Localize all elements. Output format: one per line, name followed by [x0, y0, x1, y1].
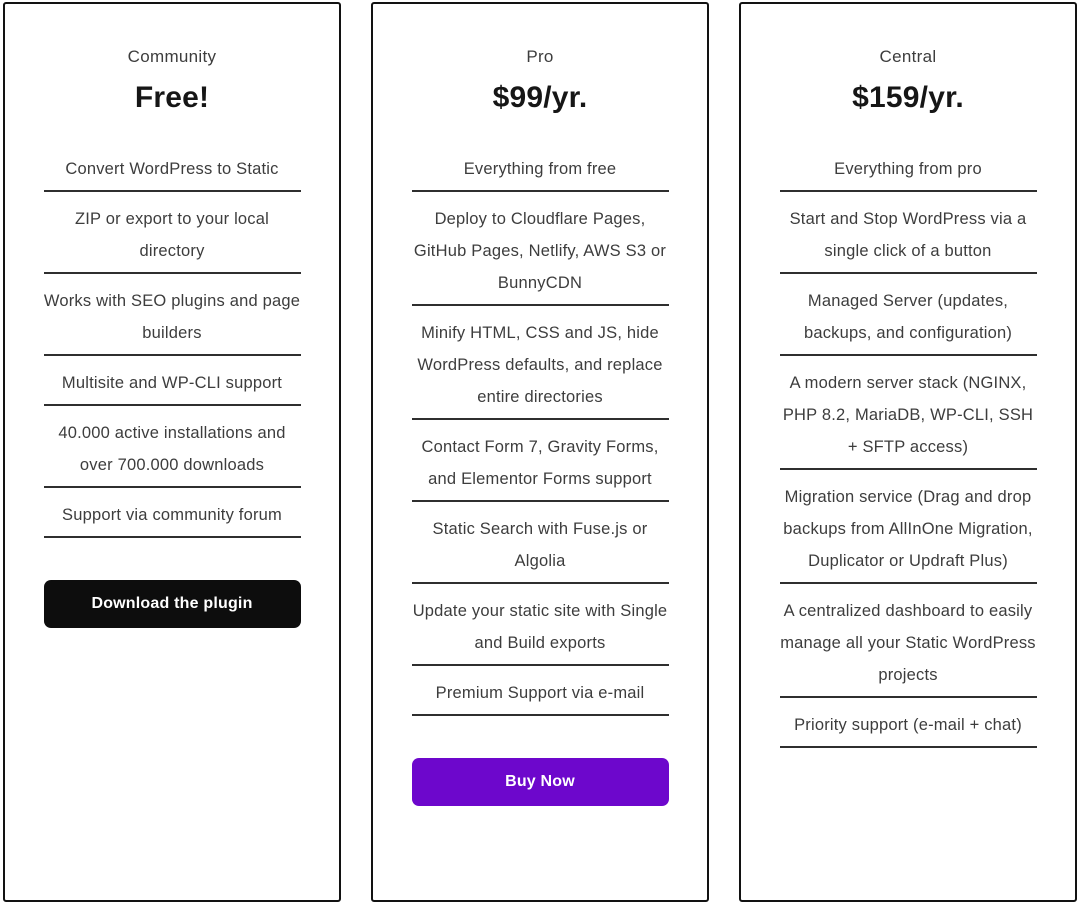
- feature-item: Priority support (e-mail + chat): [780, 698, 1037, 748]
- feature-item: Deploy to Cloudflare Pages, GitHub Pages, Netlify, AWS S3 or BunnyCDN: [412, 192, 669, 306]
- plan-name: Central: [879, 47, 937, 66]
- pricing-table: [3, 2, 1077, 902]
- feature-item: Works with SEO plugins and page builders: [44, 274, 301, 356]
- feature-item: Start and Stop WordPress via a single click of a button: [780, 192, 1037, 274]
- feature-item: Multisite and WP-CLI support: [44, 356, 301, 406]
- pricing-card-central: [739, 2, 1077, 902]
- buy-now-button[interactable]: Buy Now: [412, 758, 669, 806]
- feature-item: Convert WordPress to Static: [44, 142, 301, 192]
- feature-item: Migration service (Drag and drop backups from AllInOne Migration, Duplicator or Updraft Plus): [780, 470, 1037, 584]
- feature-list: [44, 142, 301, 538]
- plan-price: Free!: [134, 81, 210, 114]
- feature-item: A centralized dashboard to easily manage all your Static WordPress projects: [780, 584, 1037, 698]
- feature-item: Managed Server (updates, backups, and configuration): [780, 274, 1037, 356]
- feature-item: A modern server stack (NGINX, PHP 8.2, MariaDB, WP-CLI, SSH + SFTP access): [780, 356, 1037, 470]
- feature-item: ZIP or export to your local directory: [44, 192, 301, 274]
- feature-item: 40.000 active installations and over 700.000 downloads: [44, 406, 301, 488]
- plan-price: $159/yr.: [852, 81, 964, 114]
- feature-item: Support via community forum: [44, 488, 301, 538]
- feature-item: Minify HTML, CSS and JS, hide WordPress defaults, and replace entire directories: [412, 306, 669, 420]
- feature-list: [780, 142, 1037, 748]
- plan-name: Pro: [526, 47, 554, 66]
- feature-item: Everything from pro: [780, 142, 1037, 192]
- feature-item: Contact Form 7, Gravity Forms, and Elementor Forms support: [412, 420, 669, 502]
- feature-item: Everything from free: [412, 142, 669, 192]
- plan-price: $99/yr.: [492, 81, 588, 114]
- plan-name: Community: [127, 47, 217, 66]
- download-plugin-button[interactable]: Download the plugin: [44, 580, 301, 628]
- feature-item: Static Search with Fuse.js or Algolia: [412, 502, 669, 584]
- pricing-card-pro: [371, 2, 709, 902]
- pricing-card-community: [3, 2, 341, 902]
- feature-list: [412, 142, 669, 716]
- feature-item: Premium Support via e-mail: [412, 666, 669, 716]
- feature-item: Update your static site with Single and Build exports: [412, 584, 669, 666]
